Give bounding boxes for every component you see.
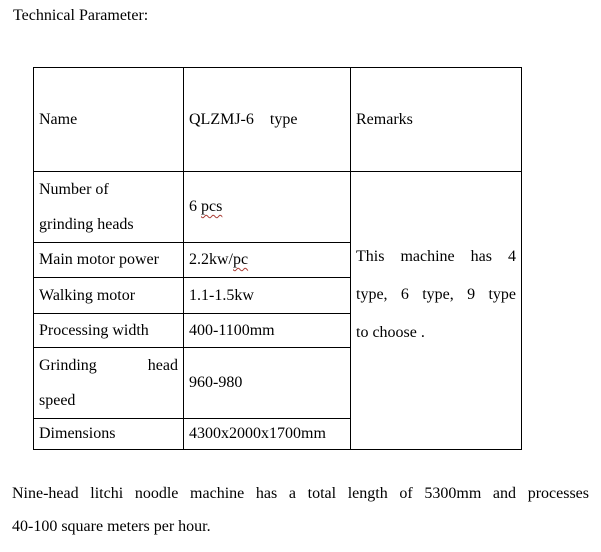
footer-line: 40-100 square meters per hour. — [12, 518, 211, 535]
technical-parameter-table — [33, 67, 522, 450]
remarks-line: type, 6 type, 9 type — [356, 285, 516, 303]
name-line: Grinding head — [39, 357, 178, 374]
header-cell-name: Name — [34, 68, 184, 172]
cell-value-processing-width: 400-1100mm — [184, 314, 351, 348]
value-text-spellchecked: pc — [233, 251, 249, 268]
cell-value-grinding-speed: 960-980 — [184, 348, 351, 419]
cell-name-main-motor: Main motor power — [34, 243, 184, 278]
page-title: Technical Parameter: — [13, 7, 149, 24]
remarks-line: This machine has 4 — [356, 247, 516, 265]
value-text: 6 — [189, 198, 201, 215]
cell-name-walking-motor: Walking motor — [34, 278, 184, 314]
remarks-line: to choose . — [356, 323, 425, 341]
value-text-spellchecked: pcs — [201, 198, 223, 215]
cell-value-grinding-heads — [184, 172, 351, 243]
footer-paragraph — [12, 477, 589, 543]
cell-name-processing-width: Processing width — [34, 314, 184, 348]
footer-line: Nine-head litchi noodle machine has a total length of 5300mm and processes — [12, 485, 589, 502]
cell-remarks-merged — [351, 172, 522, 450]
header-cell-remarks: Remarks — [351, 68, 522, 172]
cell-name-grinding-heads — [34, 172, 184, 243]
table-row-grinding-heads — [34, 172, 522, 243]
table-header-row — [34, 68, 522, 172]
cell-name-grinding-speed — [34, 348, 184, 419]
cell-name-dimensions: Dimensions — [34, 419, 184, 450]
name-line: speed — [39, 392, 76, 409]
cell-value-dimensions: 4300x2000x1700mm — [184, 419, 351, 450]
name-line: grinding heads — [39, 216, 134, 233]
cell-value-main-motor — [184, 243, 351, 278]
header-cell-model-type: QLZMJ-6 type — [184, 68, 351, 172]
name-line: Number of — [39, 181, 109, 198]
cell-value-walking-motor: 1.1-1.5kw — [184, 278, 351, 314]
value-text: 2.2kw/ — [189, 251, 233, 268]
